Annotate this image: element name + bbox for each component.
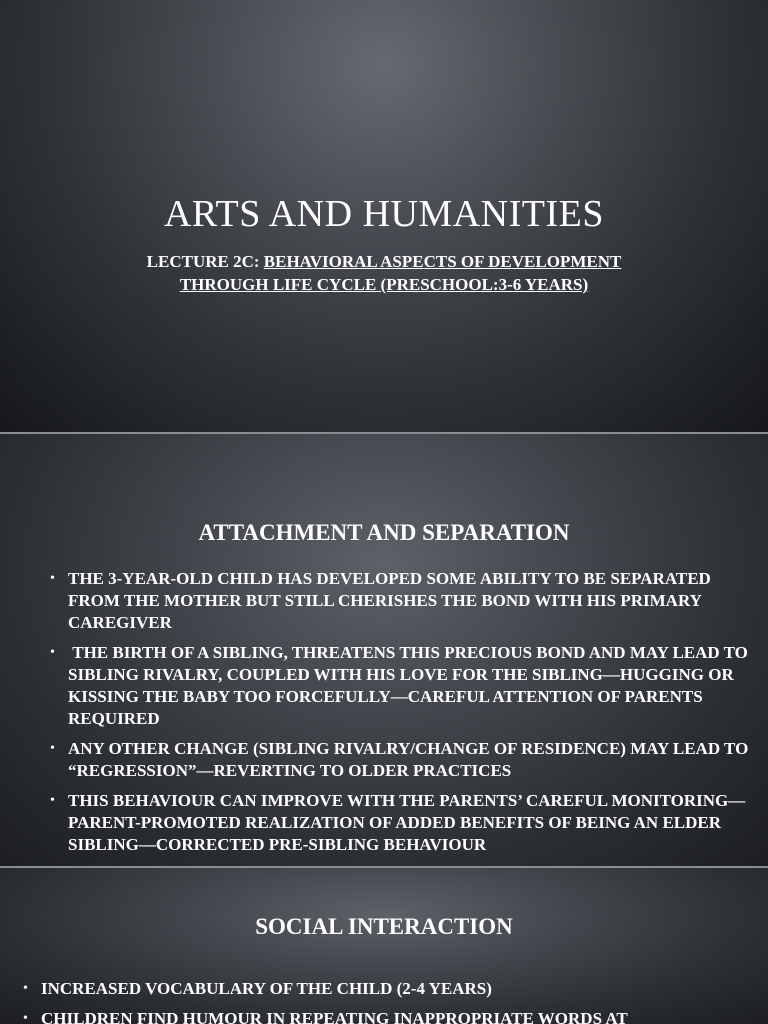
content-slide-attachment <box>0 434 768 866</box>
list-item <box>23 1008 751 1024</box>
bullet-icon: • <box>50 793 55 808</box>
section-title: SOCIAL INTERACTION <box>255 914 513 939</box>
lecture-label: LECTURE 2C: <box>146 252 264 271</box>
bullet-text: INCREASED VOCABULARY OF THE CHILD (2-4 YEARS) <box>41 979 492 998</box>
content-slide-social <box>0 868 768 1024</box>
bullet-text: THE BIRTH OF A SIBLING, THREATENS THIS PRECIOUS BOND AND MAY LEAD TO SIBLING RIVALRY, COUPLED WITH HIS LOVE FOR THE SIBLING—HUGGING OR KISSING THE BABY TOO FORCEFULLY—CAREFUL ATTENTION OF PARENTS REQUIRED <box>68 643 753 728</box>
bullet-text: THE 3-YEAR-OLD CHILD HAS DEVELOPED SOME ABILITY TO BE SEPARATED FROM THE MOTHER BUT STILL CHERISHES THE BOND WITH HIS PRIMARY CAREGIVER <box>68 569 711 632</box>
slide-title: ARTS AND HUMANITIES <box>163 193 604 235</box>
list-item <box>50 738 758 782</box>
title-slide <box>0 0 768 432</box>
list-item <box>23 978 751 1000</box>
lecture-subtitle <box>110 250 658 296</box>
bullet-icon: • <box>23 1011 28 1024</box>
list-item <box>50 790 758 856</box>
bullet-icon: • <box>23 981 28 996</box>
bullet-icon: • <box>50 645 55 660</box>
bullet-list <box>50 568 758 864</box>
section-title: ATTACHMENT AND SEPARATION <box>198 520 570 545</box>
list-item <box>50 642 758 730</box>
list-item <box>50 568 758 634</box>
bullet-text: ANY OTHER CHANGE (SIBLING RIVALRY/CHANGE OF RESIDENCE) MAY LEAD TO “REGRESSION”—REVERTING TO OLDER PRACTICES <box>68 739 749 780</box>
lecture-topic: BEHAVIORAL ASPECTS OF DEVELOPMENT THROUGH LIFE CYCLE (PRESCHOOL:3-6 YEARS) <box>179 252 622 294</box>
bullet-icon: • <box>50 571 55 586</box>
bullet-text: CHILDREN FIND HUMOUR IN REPEATING INAPPROPRIATE WORDS AT <box>41 1009 628 1024</box>
bullet-list <box>23 978 751 1024</box>
bullet-icon: • <box>50 741 55 756</box>
bullet-text: THIS BEHAVIOUR CAN IMPROVE WITH THE PARENTS’ CAREFUL MONITORING—PARENT-PROMOTED REALIZATION OF ADDED BENEFITS OF BEING AN ELDER SIBLING—CORRECTED PRE-SIBLING BEHAVIOUR <box>68 791 746 854</box>
